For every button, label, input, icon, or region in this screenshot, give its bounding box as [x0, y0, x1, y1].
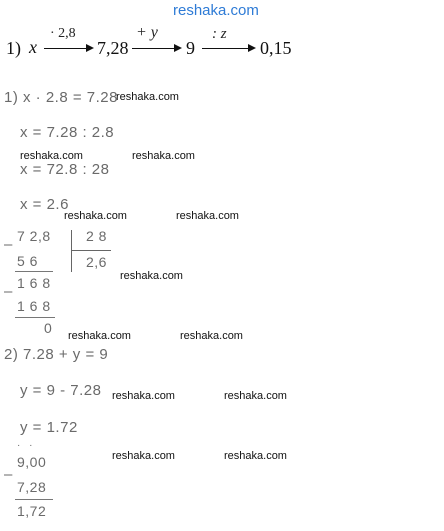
division-remainder-final: 0 — [44, 320, 53, 336]
subtraction-rule — [15, 499, 53, 500]
division-dividend: 7 2,8 — [17, 228, 51, 244]
step2-equation-3: y = 1.72 — [20, 419, 78, 436]
chain-op2-label: + y — [136, 24, 158, 41]
watermark: reshaka.com — [20, 150, 83, 162]
chain-value-3: 0,15 — [260, 38, 292, 58]
watermark: reshaka.com — [64, 210, 127, 222]
chain-arrow-1 — [44, 48, 86, 49]
division-remainder-1: 1 6 8 — [17, 275, 51, 291]
chain-arrow-3 — [202, 48, 248, 49]
subtraction-result: 1,72 — [17, 503, 47, 519]
watermark: reshaka.com — [116, 91, 179, 103]
step1-equation-4: x = 2.6 — [20, 196, 69, 213]
division-minus-2: – — [4, 283, 13, 300]
watermark: reshaka.com — [120, 270, 183, 282]
chain-arrow-2-head — [174, 44, 182, 52]
chain-arrow-2 — [132, 48, 174, 49]
watermark: reshaka.com — [132, 150, 195, 162]
division-minus-1: – — [4, 236, 13, 253]
step1-equation-1: 1) x · 2.8 = 7.28 — [4, 89, 118, 106]
chain-value-2: 9 — [186, 38, 195, 58]
chain-value-1: 7,28 — [97, 38, 129, 58]
watermark-top: reshaka.com — [173, 2, 259, 19]
step1-equation-2: x = 7.28 : 2.8 — [20, 124, 115, 141]
watermark: reshaka.com — [112, 450, 175, 462]
borrow-dots: · · — [17, 440, 36, 451]
subtraction-minus: – — [4, 466, 13, 483]
watermark: reshaka.com — [180, 330, 243, 342]
watermark: reshaka.com — [224, 450, 287, 462]
chain-start-variable: x — [29, 37, 37, 57]
division-rule-1 — [15, 271, 53, 272]
chain-op1-label: · 2,8 — [50, 26, 76, 41]
division-subtrahend-2: 1 6 8 — [17, 298, 51, 314]
division-divisor: 2 8 — [86, 228, 107, 244]
chain-arrow-1-head — [86, 44, 94, 52]
watermark: reshaka.com — [224, 390, 287, 402]
chain-op3-label: : z — [212, 26, 227, 42]
watermark: reshaka.com — [176, 210, 239, 222]
step1-equation-3: x = 72.8 : 28 — [20, 161, 110, 178]
subtraction-minuend: 9,00 — [17, 454, 47, 470]
division-rule-2 — [15, 317, 55, 318]
watermark: reshaka.com — [68, 330, 131, 342]
step2-equation-2: y = 9 - 7.28 — [20, 382, 102, 399]
division-vertical-bar — [71, 230, 72, 272]
division-quotient: 2,6 — [86, 254, 107, 270]
chain-prefix: 1) — [6, 38, 21, 58]
chain-arrow-3-head — [248, 44, 256, 52]
subtraction-subtrahend: 7,28 — [17, 479, 47, 495]
division-divisor-underline — [71, 250, 111, 251]
division-subtrahend-1: 5 6 — [17, 253, 38, 269]
step2-equation-1: 2) 7.28 + y = 9 — [4, 346, 109, 363]
watermark: reshaka.com — [112, 390, 175, 402]
